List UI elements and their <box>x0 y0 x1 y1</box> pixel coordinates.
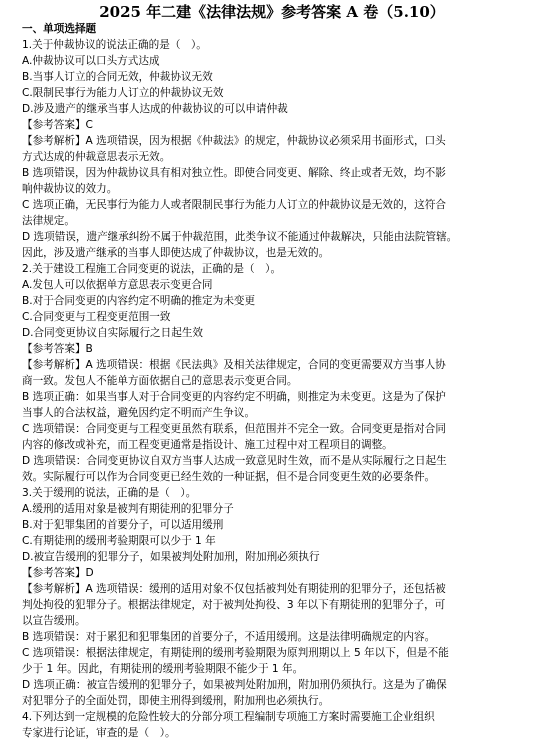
text-line: 【参考答案】C <box>22 119 93 131</box>
text-line: D 选项错误：合同变更协议自双方当事人达成一致意见时生效，而不是从实际履行之日起生 <box>22 455 447 467</box>
text-line: B.对于合同变更的内容约定不明确的推定为未变更 <box>22 295 256 307</box>
text-line: 专家进行论证，审查的是（ ）。 <box>22 727 176 739</box>
text-line: 内容的修改或补充，而工程变更通常是指设计、施工过程中对工程项目的调整。 <box>22 439 393 451</box>
text-line: 1.关于仲裁协议的说法正确的是（ ）。 <box>22 39 207 51</box>
text-line: 对犯罪分子的全面处罚，即使主刑得到缓刑，附加刑也必须执行。 <box>22 695 330 707</box>
section-heading: 一、单项选择题 <box>22 23 97 35</box>
text-line: 【参考答案】D <box>22 567 94 579</box>
text-line: 效。实际履行可以作为合同变更已经生效的一种证据，但不是合同变更生效的必要条件。 <box>22 471 436 483</box>
text-line: 当事人的合法权益，避免因约定不明而产生争议。 <box>22 407 256 419</box>
text-line: D.被宣告缓刑的犯罪分子，如果被判处附加刑，附加刑必须执行 <box>22 551 320 563</box>
text-line: D 选项正确：被宣告缓刑的犯罪分子，如果被判处附加刑，附加刑仍须执行。这是为了确保 <box>22 679 447 691</box>
text-line: 商一致。发包人不能单方面依据自己的意思表示变更合同。 <box>22 375 298 387</box>
text-line: C.有期徒刑的缓刑考验期限可以少于 1 年 <box>22 535 216 547</box>
text-line: C 选项错误：根据法律规定，有期徒刑的缓刑考验期限为原判刑期以上 5 年以下，但是不能 <box>22 647 449 659</box>
text-line: 少于 1 年。因此，有期徒刑的缓刑考验期限不能少于 1 年。 <box>22 663 304 675</box>
text-line: 以宣告缓刑。 <box>22 615 86 627</box>
text-line: A.缓刑的适用对象是被判有期徒刑的犯罪分子 <box>22 503 234 515</box>
text-line: D.涉及遗产的继承当事人达成的仲裁协议的可以申请仲裁 <box>22 103 288 115</box>
text-line: B 选项错误，因为仲裁协议具有相对独立性。即使合同变更、解除、终止或者无效，均不影 <box>22 167 446 179</box>
text-line: 【参考解析】A 选项错误：根据《民法典》及相关法律规定，合同的变更需要双方当事人协 <box>22 359 446 371</box>
text-line: B 选项正确：如果当事人对于合同变更的内容约定不明确，则推定为未变更。这是为了保护 <box>22 391 446 403</box>
text-line: C 选项错误：合同变更与工程变更虽然有联系，但范围并不完全一致。合同变更是指对合同 <box>22 423 446 435</box>
document-title: 2025 年二建《法律法规》参考答案 A 卷（5.10） <box>99 3 445 21</box>
text-line: 判处拘役的犯罪分子。根据法律规定，对于被判处拘役、3 年以下有期徒刑的犯罪分子，可 <box>22 599 446 611</box>
text-line: A.发包人可以依据单方意思表示变更合同 <box>22 279 213 291</box>
text-line: 3.关于缓刑的说法，正确的是（ ）。 <box>22 487 197 499</box>
text-line: 4.下列达到一定规模的危险性较大的分部分项工程编制专项施工方案时需要施工企业组织 <box>22 711 435 723</box>
text-line: C.限制民事行为能力人订立的仲裁协议无效 <box>22 87 224 99</box>
text-line: B.当事人订立的合同无效，仲裁协议无效 <box>22 71 213 83</box>
text-line: 【参考答案】B <box>22 343 93 355</box>
text-line: 【参考解析】A 选项错误，因为根据《仲裁法》的规定，仲裁协议必须采用书面形式，口头 <box>22 135 446 147</box>
text-line: B 选项错误：对于累犯和犯罪集团的首要分子，不适用缓刑。这是法律明确规定的内容。 <box>22 631 436 643</box>
text-line: B.对于犯罪集团的首要分子，可以适用缓刑 <box>22 519 224 531</box>
text-line: D 选项错误，遗产继承纠纷不属于仲裁范围，此类争议不能通过仲裁解决，只能由法院管辖。 <box>22 231 458 243</box>
text-line: 响仲裁协议的效力。 <box>22 183 118 195</box>
text-line: A.仲裁协议可以口头方式达成 <box>22 55 160 67</box>
text-line: 因此，涉及遗产继承的当事人即使达成了仲裁协议，也是无效的。 <box>22 247 330 259</box>
text-line: 【参考解析】A 选项错误：缓刑的适用对象不仅包括被判处有期徒刑的犯罪分子，还包括被 <box>22 583 446 595</box>
text-line: C 选项正确，无民事行为能力人或者限制民事行为能力人订立的仲裁协议是无效的，这符合 <box>22 199 446 211</box>
text-line: D.合同变更协议自实际履行之日起生效 <box>22 327 204 339</box>
text-line: C.合同变更与工程变更范围一致 <box>22 311 171 323</box>
text-line: 法律规定。 <box>22 215 75 227</box>
text-line: 2.关于建设工程施工合同变更的说法，正确的是（ ）。 <box>22 263 282 275</box>
text-line: 方式达成的仲裁意思表示无效。 <box>22 151 171 163</box>
